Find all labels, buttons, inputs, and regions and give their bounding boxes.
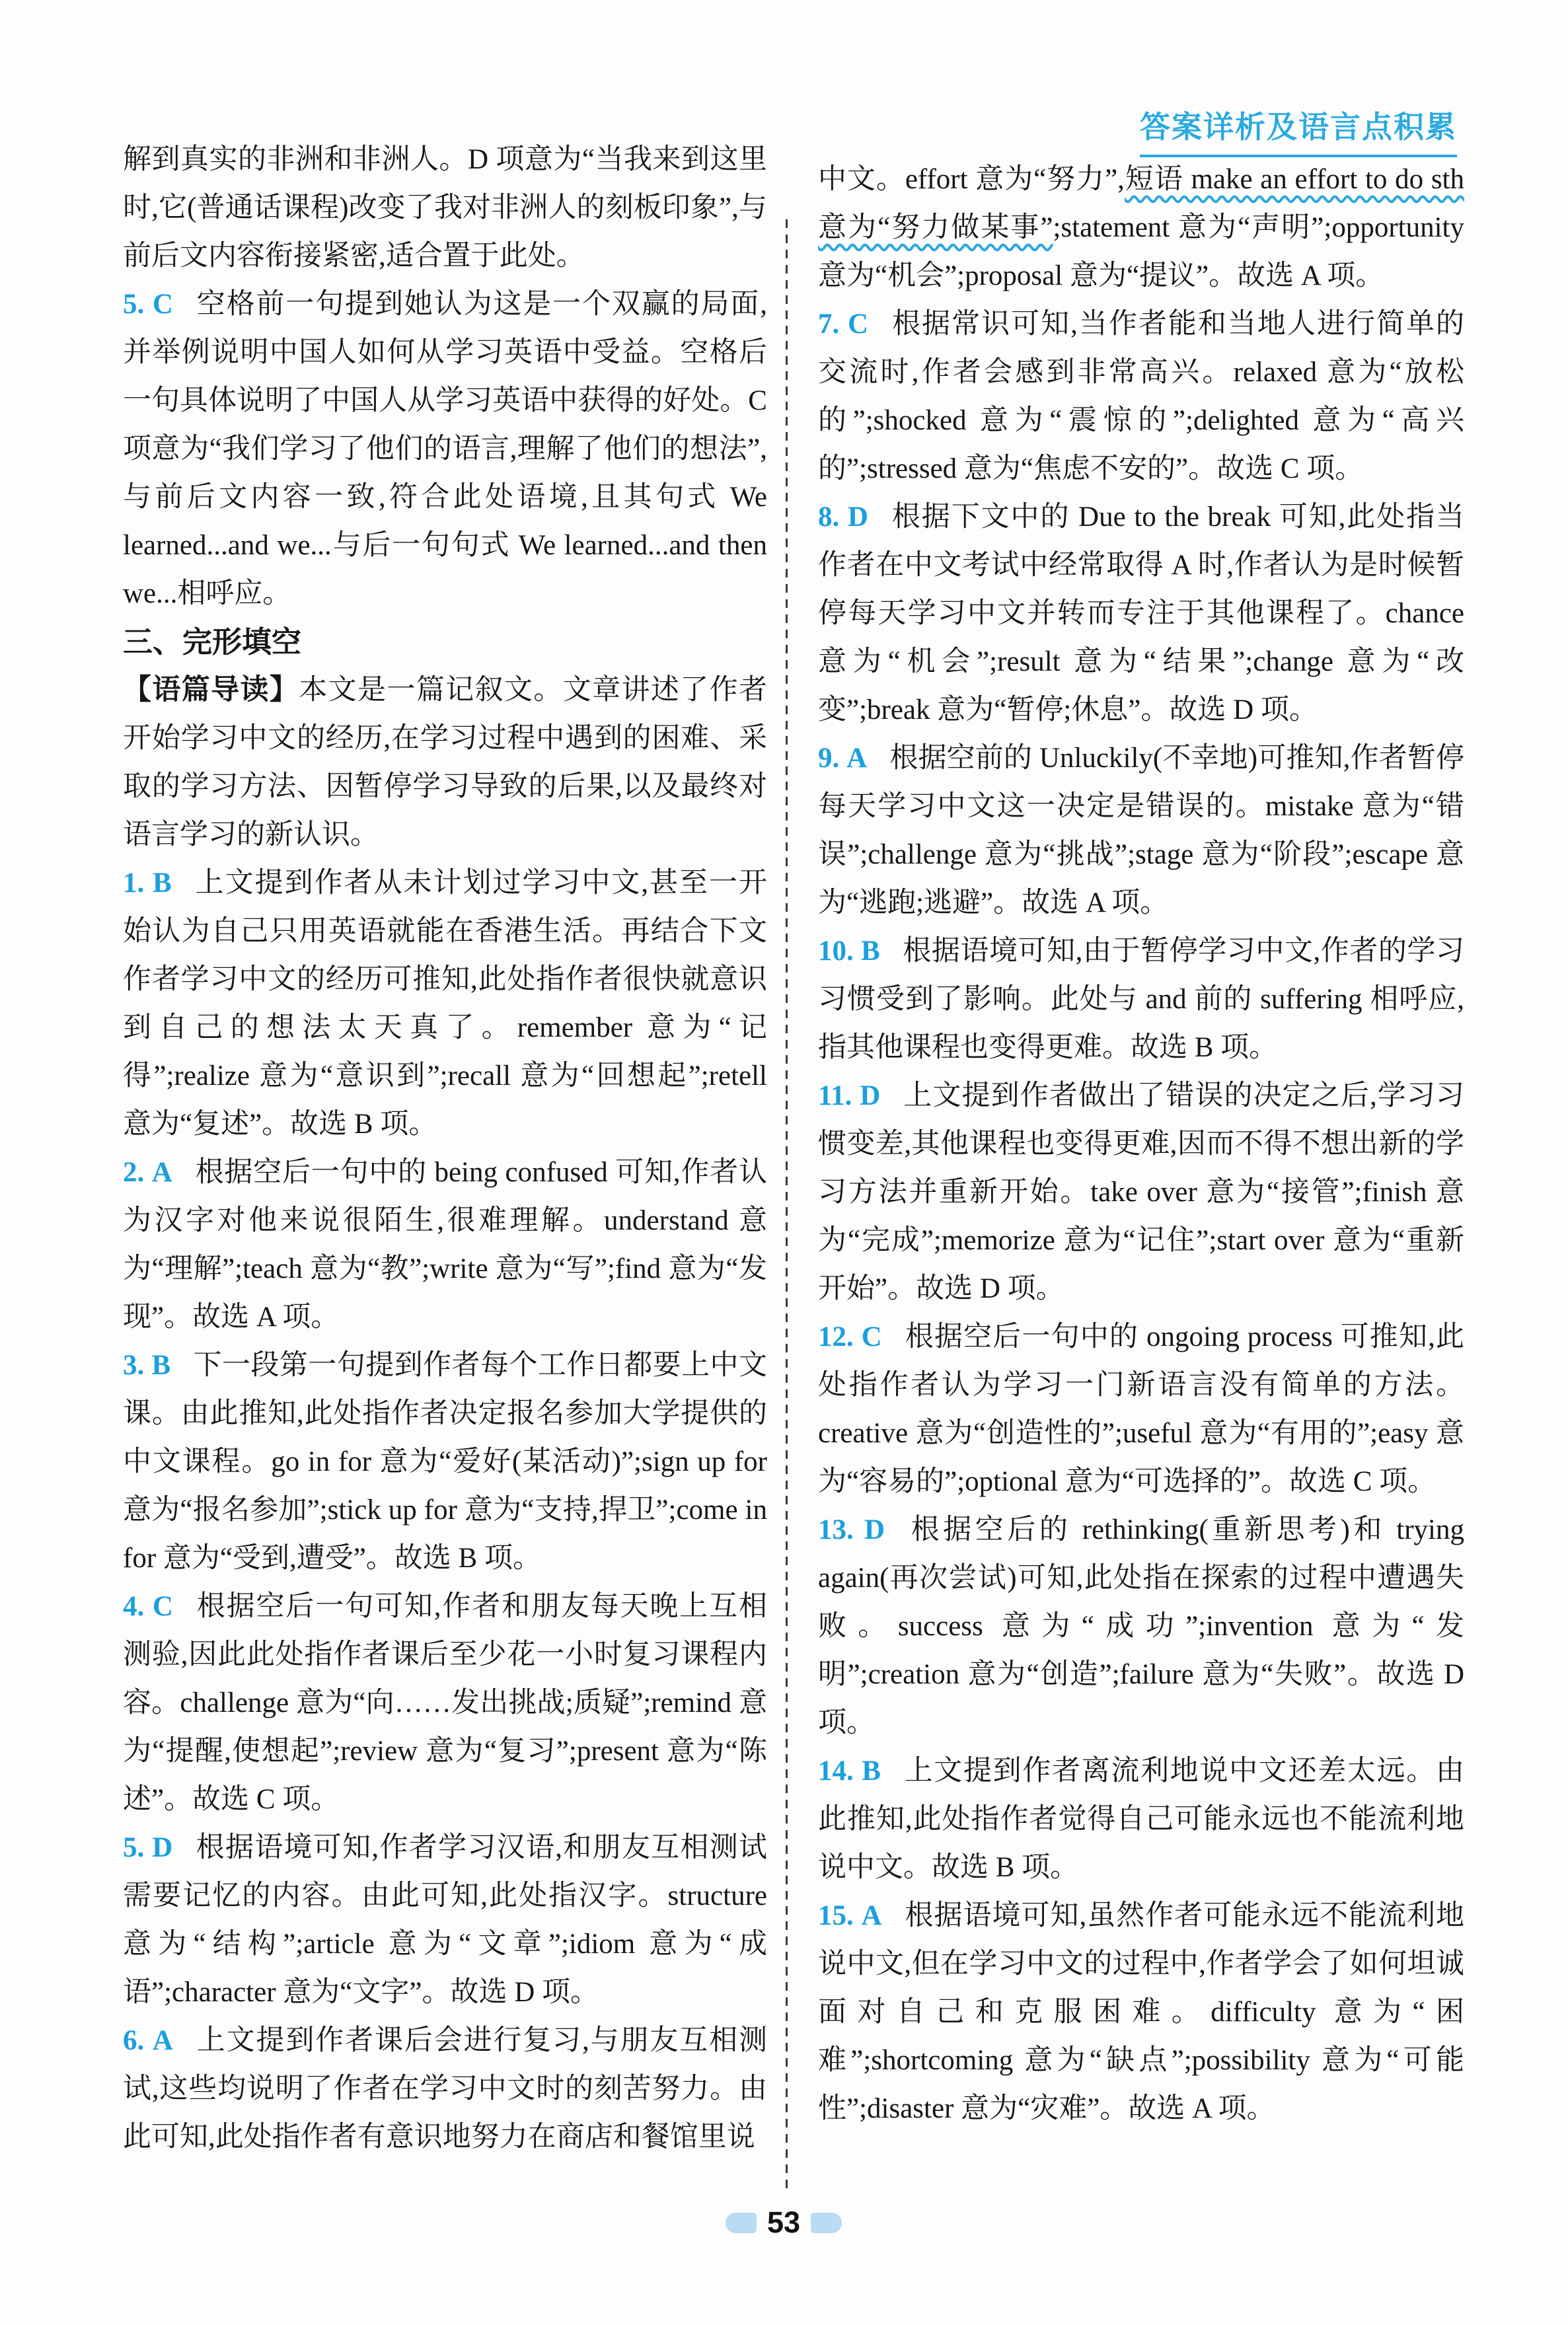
text-segment: 根据空前的 Unluckily(不幸地)可推知,作者暂停每天学习中文这一决定是错误的。mistake 意为“错误”;challenge 意为“挑战”;stage 意为“阶段”;escape 意为“逃跑;逃避”。故选 A 项。 <box>818 743 1464 918</box>
text-segment: 根据空后一句可知,作者和朋友每天晚上互相测验,因此此处指作者课后至少花一小时复习课程内容。challenge 意为“向……发出挑战;质疑”;remind 意为“提醒,使想起”;review 意为“复习”;present 意为“陈述”。故选 C 项。 <box>123 1591 767 1815</box>
paragraph <box>123 135 767 280</box>
text-segment: ;statement 意为“声明”;opportunity 意为“机会”;proposal 意为“提议”。故选 A 项。 <box>818 212 1464 291</box>
answer-number: 3. B <box>123 1350 171 1381</box>
left-column <box>123 135 767 2161</box>
answer-number: 1. B <box>123 867 172 899</box>
right-column <box>818 155 1464 2133</box>
answer-paragraph <box>123 1341 767 1582</box>
answer-paragraph <box>123 280 767 618</box>
text-segment: 三、完形填空 <box>123 625 302 659</box>
text-segment: 根据语境可知,作者学习汉语,和朋友互相测试需要记忆的内容。由此可知,此处指汉字。structure 意为“结构”;article 意为“文章”;idiom 意为“成语”;character 意为“文字”。故选 D 项。 <box>123 1832 768 2008</box>
footer-pill-left <box>726 2213 757 2233</box>
text-segment: 根据空后一句中的 being confused 可知,作者认为汉字对他来说很陌生,很难理解。understand 意为“理解”;teach 意为“教”;write 意为“写”;find 意为“发现”。故选 A 项。 <box>123 1157 767 1333</box>
answer-paragraph <box>818 734 1464 927</box>
passage-intro-paragraph <box>123 666 767 859</box>
answer-paragraph <box>818 1747 1464 1892</box>
answer-number: 2. A <box>123 1157 172 1188</box>
text-segment: 上文提到作者课后会进行复习,与朋友互相测试,这些均说明了作者在学习中文时的刻苦努力。由此可知,此处指作者有意识地努力在商店和餐馆里说 <box>123 2025 767 2153</box>
text-segment: 根据空后的 rethinking(重新思考)和 trying again(再次尝试)可知,此处指在探索的过程中遭遇失败。success 意为“成功”;invention 意为“发明”;creation 意为“创造”;failure 意为“失败”。故选 D 项。 <box>818 1514 1464 1738</box>
answer-number: 5. D <box>123 1832 173 1863</box>
answer-paragraph <box>123 1148 767 1341</box>
answer-paragraph <box>123 2016 767 2161</box>
answer-number: 15. A <box>818 1900 882 1931</box>
column-divider <box>786 219 788 2188</box>
answer-number: 5. C <box>123 289 173 320</box>
answer-paragraph <box>123 1824 767 2016</box>
text-segment: 根据下文中的 Due to the break 可知,此处指当作者在中文考试中经常取得 A 时,作者认为是时候暂停每天学习中文并转而专注于其他课程了。chance 意为“机会”;result 意为“结果”;change 意为“改变”;break 意为“暂停;休息”。故选 D 项。 <box>818 501 1464 725</box>
answer-number: 6. A <box>123 2025 173 2056</box>
page-header-title: 答案详析及语言点积累 <box>1140 103 1457 157</box>
page-number: 53 <box>767 2205 801 2239</box>
text-segment: 解到真实的非洲和非洲人。D 项意为“当我来到这里时,它(普通话课程)改变了我对非洲人的刻板印象”,与前后文内容衔接紧密,适合置于此处。 <box>123 144 767 272</box>
answer-paragraph <box>818 1313 1464 1506</box>
answer-number: 10. B <box>818 936 880 967</box>
answer-paragraph <box>818 1072 1464 1313</box>
footer-pill-right <box>811 2213 842 2233</box>
text-segment: 本文是一篇记叙文。文章讲述了作者开始学习中文的经历,在学习过程中遇到的困难、采取的学习方法、因暂停学习导致的后果,以及最终对语言学习的新认识。 <box>123 675 768 850</box>
wavy-underlined-phrase: 短语 make an effort to do sth 意为“努力做某事” <box>818 164 1464 243</box>
section-heading <box>123 618 767 666</box>
answer-number: 14. B <box>818 1755 881 1787</box>
answer-number: 9. A <box>818 743 868 774</box>
answer-number: 13. D <box>818 1514 885 1545</box>
answer-number: 7. C <box>818 309 869 340</box>
answer-number: 8. D <box>818 501 868 533</box>
text-segment: 上文提到作者从未计划过学习中文,甚至一开始认为自己只用英语就能在香港生活。再结合下文作者学习中文的经历可推知,此处指作者很快就意识到自己的想法太天真了。remember 意为“记得”;realize 意为“意识到”;recall 意为“回想起”;retell 意为“复述”。故选 B 项。 <box>123 867 768 1140</box>
text-segment: 根据空后一句中的 ongoing process 可推知,此处指作者认为学习一门新语言没有简单的方法。creative 意为“创造性的”;useful 意为“有用的”;easy 意为“容易的”;optional 意为“可选择的”。故选 C 项。 <box>818 1321 1464 1497</box>
answer-paragraph <box>818 300 1464 493</box>
text-segment: 根据常识可知,当作者能和当地人进行简单的交流时,作者会感到非常高兴。relaxed 意为“放松的”;shocked 意为“震惊的”;delighted 意为“高兴的”;stressed 意为“焦虑不安的”。故选 C 项。 <box>818 309 1464 484</box>
text-segment: 空格前一句提到她认为这是一个双赢的局面,并举例说明中国人如何从学习英语中受益。空格后一句具体说明了中国人从学习英语中获得的好处。C 项意为“我们学习了他们的语言,理解了他们的想法”,与前后文内容一致,符合此处语境,且其句式 We learned...and we...与后一句句式 We learned...and then we...相呼应。 <box>123 289 767 609</box>
paragraph <box>818 155 1464 300</box>
answer-number: 12. C <box>818 1321 882 1352</box>
answer-paragraph <box>123 1582 767 1824</box>
text-segment: 中文。effort 意为“努力”, <box>818 164 1125 195</box>
answer-number: 11. D <box>818 1080 881 1111</box>
answer-paragraph <box>123 859 767 1148</box>
answer-paragraph <box>818 1892 1464 2133</box>
answer-paragraph <box>818 1506 1464 1747</box>
intro-label: 【语篇导读】 <box>123 674 299 706</box>
answer-paragraph <box>818 493 1464 734</box>
text-segment: 上文提到作者做出了错误的决定之后,学习习惯变差,其他课程也变得更难,因而不得不想出新的学习方法并重新开始。take over 意为“接管”;finish 意为“完成”;memorize 意为“记住”;start over 意为“重新开始”。故选 D 项。 <box>818 1080 1464 1304</box>
text-segment: 下一段第一句提到作者每个工作日都要上中文课。由此推知,此处指作者决定报名参加大学提供的中文课程。go in for 意为“爱好(某活动)”;sign up for 意为“报名参加”;stick up for 意为“支持,捍卫”;come in for 意为“受到,遭受”。故选 B 项。 <box>123 1350 767 1574</box>
page-footer <box>726 2205 842 2240</box>
text-segment: 根据语境可知,虽然作者可能永远不能流利地说中文,但在学习中文的过程中,作者学会了如何坦诚面对自己和克服困难。difficulty 意为“困难”;shortcoming 意为“缺点”;possibility 意为“可能性”;disaster 意为“灾难”。故选 A 项。 <box>818 1900 1464 2124</box>
answer-number: 4. C <box>123 1591 173 1622</box>
text-segment: 根据语境可知,由于暂停学习中文,作者的学习习惯受到了影响。此处与 and 前的 suffering 相呼应,指其他课程也变得更难。故选 B 项。 <box>818 936 1465 1063</box>
answer-paragraph <box>818 927 1464 1072</box>
text-segment: 上文提到作者离流利地说中文还差太远。由此推知,此处指作者觉得自己可能永远也不能流利地说中文。故选 B 项。 <box>818 1755 1464 1883</box>
